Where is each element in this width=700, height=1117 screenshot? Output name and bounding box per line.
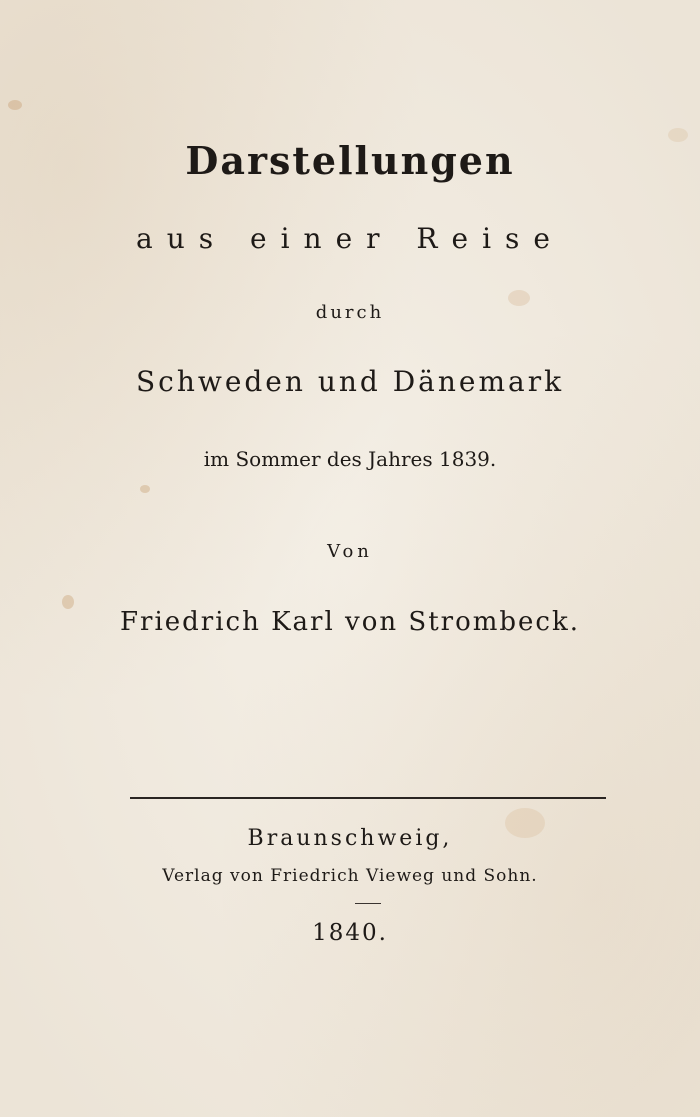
foxing-spot [140,485,150,493]
season-line: im Sommer des Jahres 1839. [203,447,497,471]
by-line: Von [327,541,373,562]
foxing-spot [8,100,22,110]
short-dash [355,903,381,904]
publication-year: 1840. [312,920,388,946]
publication-place: Braunschweig, [247,826,453,851]
subtitle-connector: durch [315,302,385,323]
countries-line: Schweden und Dänemark [135,365,565,398]
book-title: Darstellungen [185,138,515,183]
divider-rule [130,797,606,799]
publisher-line: Verlag von Friedrich Vieweg und Sohn. [162,866,538,886]
book-subtitle: aus einer Reise [136,222,564,255]
author-name: Friedrich Karl von Strombeck. [119,607,581,637]
